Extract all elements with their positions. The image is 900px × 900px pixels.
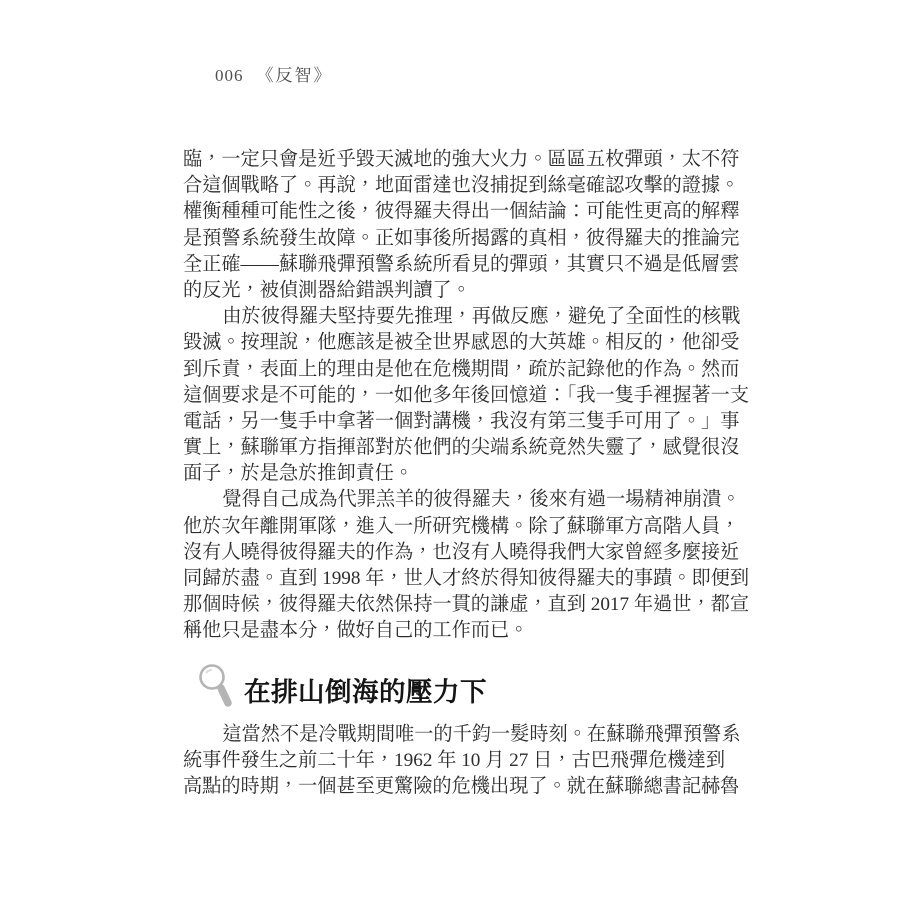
text-line: 是預警系統發生故障。正如事後所揭露的真相，彼得羅夫的推論完	[183, 227, 740, 249]
text-line: 面子，於是急於推卸責任。	[183, 463, 414, 485]
text-line: 實上，蘇聯軍方指揮部對於他們的尖端系統竟然失靈了，感覺很沒	[183, 437, 740, 459]
text-line: 毀滅。按理說，他應該是被全世界感恩的大英雄。相反的，他卻受	[183, 332, 740, 354]
paragraph-4	[183, 722, 741, 801]
text-line: 他於次年離開軍隊，進入一所研究機構。除了蘇聯軍方高階人員，	[183, 515, 740, 537]
text-line: 全正確——蘇聯飛彈預警系統所看見的彈頭，其實只不過是低層雲	[183, 253, 740, 275]
text-line: 電話，另一隻手中拿著一個對講機，我沒有第三隻手可用了。」事	[183, 410, 740, 432]
section-heading	[197, 667, 718, 719]
text-line: 臨，一定只會是近乎毀天滅地的強大火力。區區五枚彈頭，太不符	[183, 149, 740, 170]
text-line: 稱他只是盡本分，做好自己的工作而已。	[183, 620, 529, 642]
text-line: 到斥責，表面上的理由是他在危機期間，疏於記錄他的作為。然而	[183, 358, 740, 380]
page-number: 006	[215, 66, 244, 85]
text-line: 的反光，被偵測器給錯誤判讀了。	[183, 279, 471, 301]
text-line: 合這個戰略了。再說，地面雷達也沒捕捉到絲毫確認攻擊的證據。	[183, 175, 740, 197]
paragraph-1	[183, 147, 740, 304]
text-line: 統事件發生之前二十年，1962 年 10 月 27 日，古巴飛彈危機達到	[183, 749, 726, 771]
book-title: 《反智》	[256, 66, 333, 85]
text-line: 同歸於盡。直到 1998 年，世人才終於得知彼得羅夫的事蹟。即便到	[183, 568, 750, 589]
text-line: 由於彼得羅夫堅持要先推理，再做反應，避免了全面性的核戰	[222, 306, 741, 328]
text-line: 那個時候，彼得羅夫依然保持一貫的謙虛，直到 2017 年過世，都宣	[183, 594, 750, 616]
paragraph-3	[183, 487, 750, 644]
paragraph-2	[183, 304, 750, 487]
text-column	[183, 147, 750, 800]
text-line: 高點的時期，一個甚至更驚險的危機出現了。就在蘇聯總書記赫魯	[183, 775, 740, 797]
text-line: 覺得自己成為代罪羔羊的彼得羅夫，後來有過一場精神崩潰。	[222, 489, 741, 511]
magnifier-icon	[197, 662, 235, 722]
text-line: 沒有人曉得彼得羅夫的作為，也沒有人曉得我們大家曾經多麼接近	[183, 541, 740, 563]
text-line: 這當然不是冷戰期間唯一的千鈞一髮時刻。在蘇聯飛彈預警系	[222, 723, 741, 745]
text-line: 這個要求是不可能的，一如他多年後回憶道：「我一隻手裡握著一支	[183, 384, 750, 406]
running-header	[215, 61, 333, 86]
text-line: 權衡種種可能性之後，彼得羅夫得出一個結論：可能性更高的解釋	[183, 201, 740, 223]
section-title: 在排山倒海的壓力下	[244, 677, 487, 708]
